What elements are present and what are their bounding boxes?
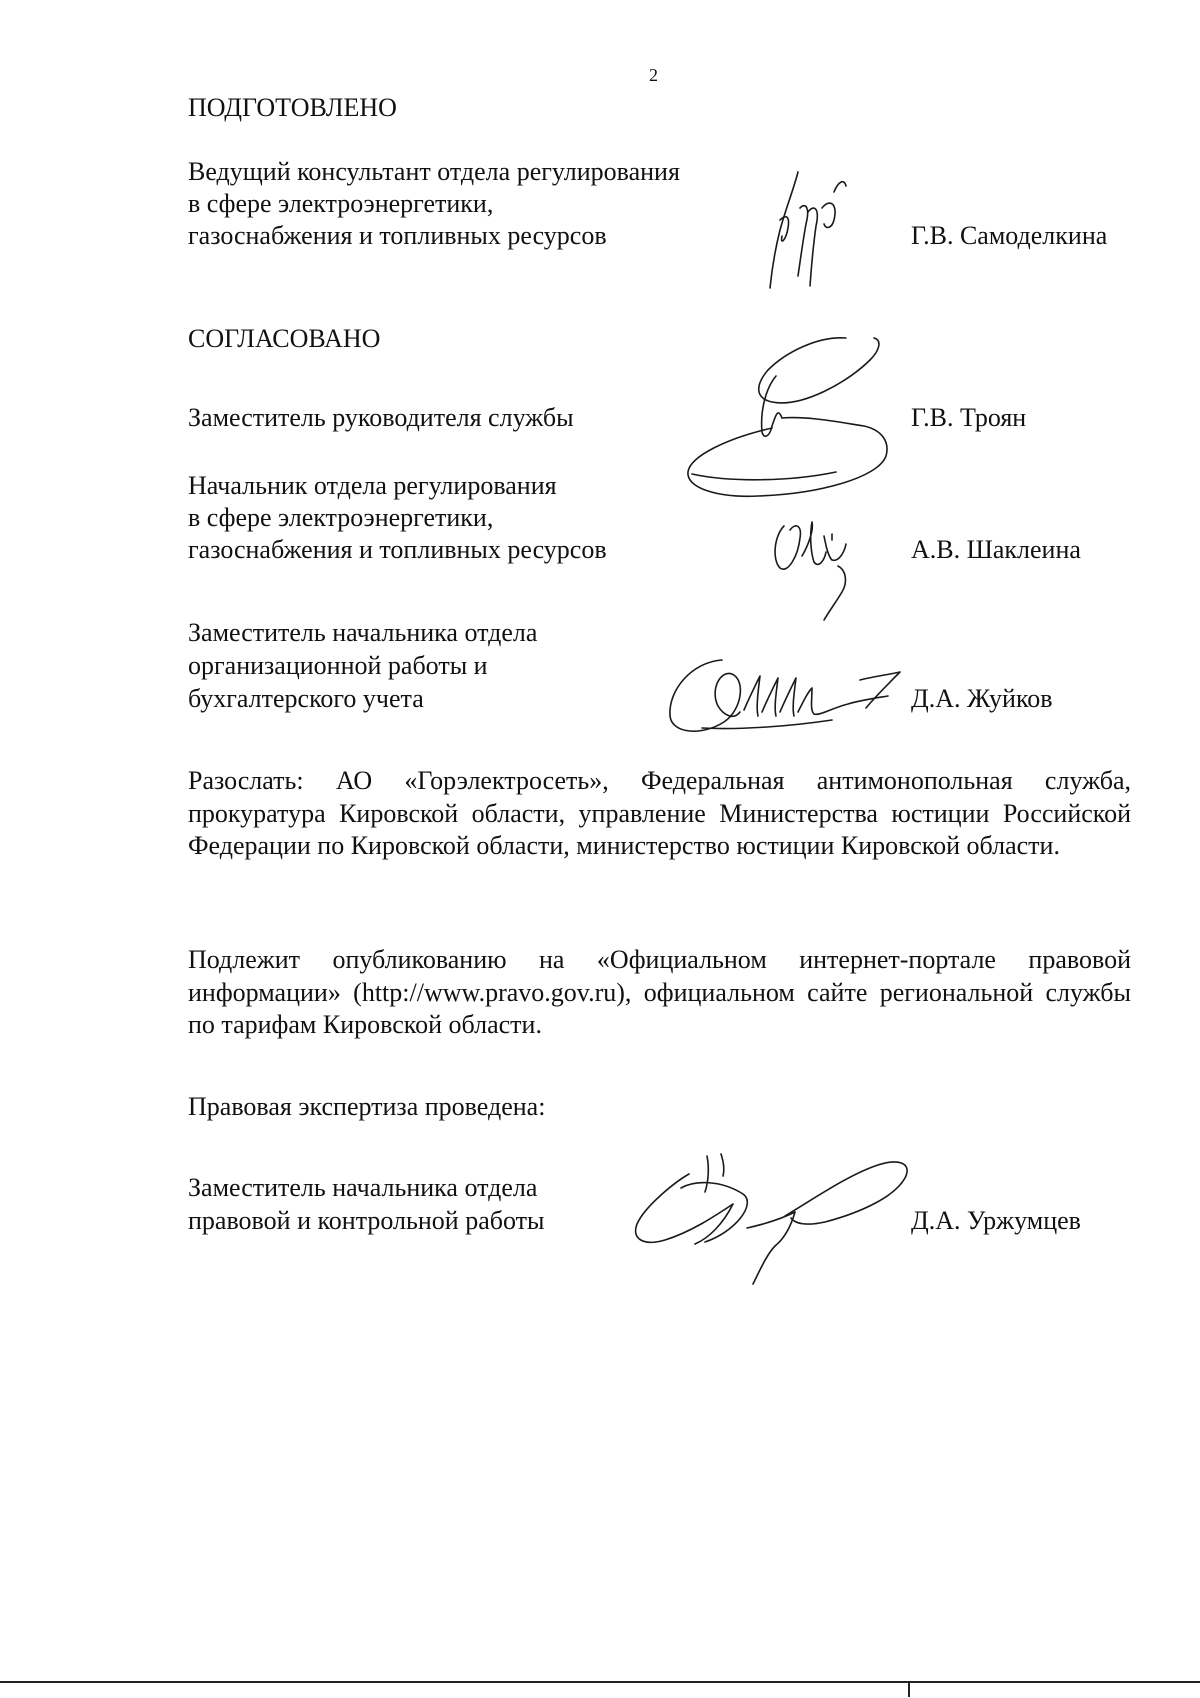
agreed-position-line: Заместитель руководителя службы: [188, 403, 574, 432]
prepared-heading: ПОДГОТОВЛЕНО: [188, 93, 397, 122]
bottom-rule: [0, 1681, 1200, 1683]
prepared-position-line: газоснабжения и топливных ресурсов: [188, 221, 607, 250]
agreed-position-line: в сфере электроэнергетики,: [188, 503, 494, 532]
agreed-heading: СОГЛАСОВАНО: [188, 324, 381, 353]
prepared-position-line: Ведущий консультант отдела регулирования: [188, 157, 680, 186]
signature-samodelkina: [750, 168, 870, 293]
distribution-paragraph: Разослать: АО «Горэлектросеть», Федеральная антимонопольная служба, прокуратура Кировской области, управление Министерства юстиции Российской Федерации по Кировской области, министерство юстиции Кировской области.: [188, 766, 1131, 860]
prepared-signatory-name: Г.В. Самоделкина: [911, 221, 1108, 250]
signature-zhuykov: [662, 650, 908, 742]
legal-review-heading: Правовая экспертиза проведена:: [188, 1092, 546, 1121]
legal-review-signatory-name: Д.А. Уржумцев: [911, 1206, 1081, 1235]
agreed-position-line: Начальник отдела регулирования: [188, 471, 557, 500]
agreed-position-line: Заместитель начальника отдела: [188, 618, 538, 647]
legal-review-position-line: правовой и контрольной работы: [188, 1206, 545, 1235]
signature-urzhumtsev: [625, 1152, 920, 1287]
agreed-signatory-name: Д.А. Жуйков: [911, 684, 1053, 713]
agreed-signatory-name: Г.В. Троян: [911, 403, 1027, 432]
prepared-position-line: в сфере электроэнергетики,: [188, 189, 494, 218]
bottom-rule-tick: [908, 1683, 910, 1697]
agreed-position-line: организационной работы и: [188, 651, 488, 680]
signature-troyan: [668, 322, 938, 507]
legal-review-position-line: Заместитель начальника отдела: [188, 1173, 538, 1202]
signature-shakleina: [770, 516, 870, 631]
agreed-signatory-name: А.В. Шаклеина: [911, 535, 1081, 564]
agreed-position-line: газоснабжения и топливных ресурсов: [188, 535, 607, 564]
publication-paragraph: Подлежит опубликованию на «Официальном интернет-портале правовой информации» (http://www.pravo.gov.ru), официальном сайте региональной службы по тарифам Кировской области.: [188, 945, 1131, 1039]
page-number: 2: [649, 65, 658, 85]
agreed-position-line: бухгалтерского учета: [188, 684, 424, 713]
